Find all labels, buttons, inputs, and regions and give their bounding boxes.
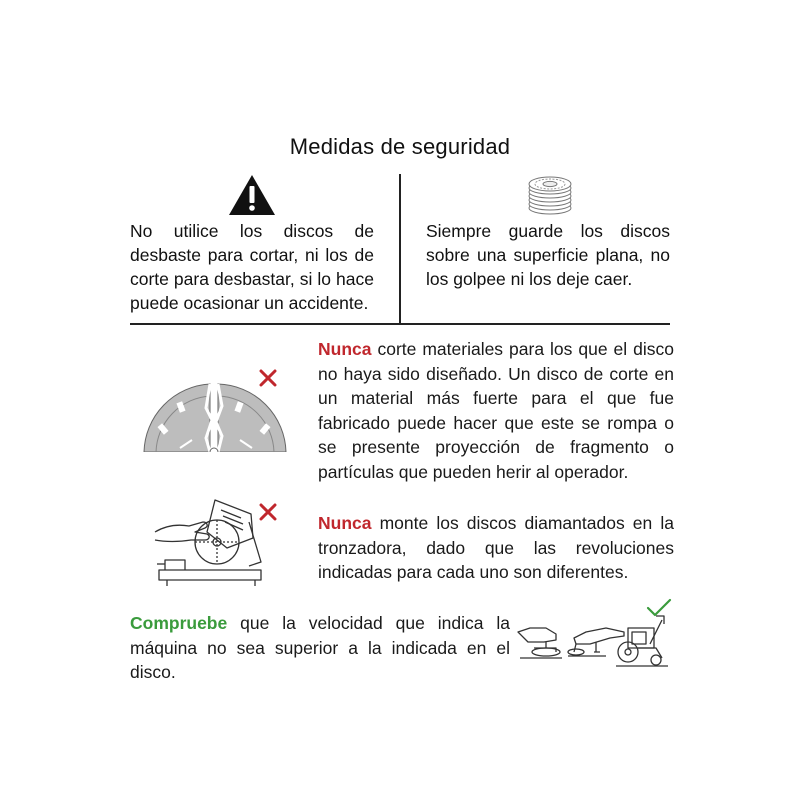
red-x-icon bbox=[258, 502, 278, 522]
right-storage-text: Siempre guarde los discos sobre una superficie plana, no los golpee ni los deje caer. bbox=[426, 221, 670, 289]
page-title: Medidas de seguridad bbox=[289, 134, 511, 159]
angle-grinder-icon bbox=[516, 618, 564, 662]
section1-keyword: Nunca bbox=[318, 339, 372, 359]
column-divider bbox=[399, 174, 401, 324]
disc-stack-icon bbox=[526, 170, 574, 216]
section3-keyword: Compruebe bbox=[130, 613, 228, 633]
section2-keyword: Nunca bbox=[318, 513, 372, 533]
section3-body: que la velocidad que indica la máquina no sea superior a la indicada en el disco. bbox=[130, 613, 510, 682]
left-warning-text: No utilice los discos de desbaste para cortar, ni los de corte para desbastar, si lo hace puede ocasionar un accidente. bbox=[130, 221, 374, 313]
green-check-icon bbox=[646, 598, 672, 618]
chop-saw-icon bbox=[155, 492, 265, 592]
section2-text bbox=[318, 511, 674, 585]
red-x-icon bbox=[258, 368, 278, 388]
section1-text bbox=[318, 337, 674, 484]
section-divider bbox=[130, 323, 670, 325]
floor-saw-icon bbox=[616, 614, 672, 670]
section2-body: monte los discos diamantados en la tronzadora, dado que las revoluciones indicadas para cada uno son diferentes. bbox=[318, 513, 674, 582]
warning-triangle-icon bbox=[228, 174, 276, 216]
section1-body: corte materiales para los que el disco no haya sido diseñado. Un disco de corte en un material más fuerte para el que fue fabricado puede hacer que este se rompa o se presente proyección de fragmento o partículas que pueden herir al operador. bbox=[318, 339, 674, 482]
broken-disc-icon bbox=[140, 378, 290, 454]
section3-text bbox=[130, 611, 510, 685]
